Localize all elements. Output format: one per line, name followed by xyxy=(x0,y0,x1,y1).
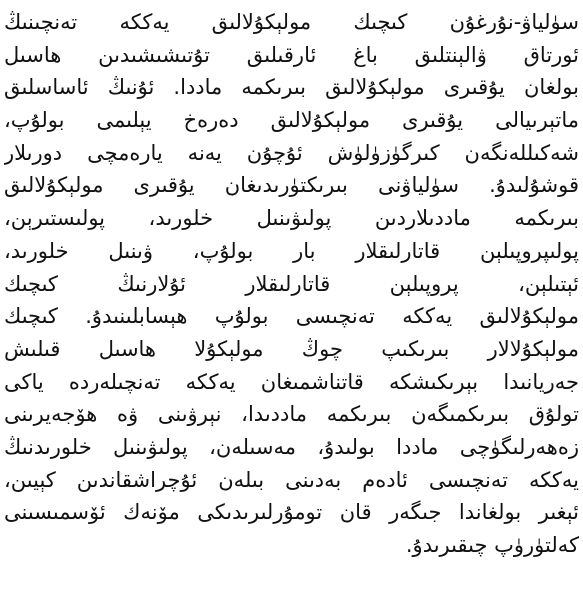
text-line-9: ئېتىلېن، پروپىلېن قاتارلىقلار ئۇلارنىڭ كىچىك xyxy=(4,271,579,296)
text-line-12: جەريانىدا بېرىكىشكە قاتناشمىغان يەككە تەنچىلەردە ياكى xyxy=(4,369,579,394)
text-line-11: مولېكۇلالار بىرىكىپ چوڭ مولېكۇلا ھاسىل قىلىش xyxy=(4,336,579,361)
text-line-15: يەككە تەنچىسى ئادەم بەدىنى بىلەن ئۇچراشقاندىن كېيىن، xyxy=(4,467,579,492)
text-line-1: سۈلياۋ-نۇرغۇن كىچىك مولېكۇلالىق يەككە تەنچىنىڭ xyxy=(4,10,579,34)
text-line-17: كەلتۈرۈپ چىقىرىدۇ. xyxy=(405,533,579,557)
text-line-3: بولغان يۇقىرى مولېكۇلالىق بىرىكمە ماددا. ئۇنىڭ ئاساسلىق xyxy=(4,75,579,100)
text-line-4: ماتېرىيالى يۇقىرى مولېكۇلالىق دەرەخ يېلىمى بولۇپ، xyxy=(4,108,579,133)
text-line-6: قوشۇلىدۇ. سۈلياۋنى بىرىكتۈرىدىغان يۇقىرى مولېكۇلالىق xyxy=(4,173,579,198)
text-line-5: شەكىللەنگەن كىرگۈزۈلۈش ئۇچۇن يەنە يارەمچى دورىلار xyxy=(4,140,579,165)
text-line-13: تولۇق بىرىكمىگەن بىرىكمە ماددىدا، نېرۋىنى ۋە ھۆجەيرىنى xyxy=(4,402,579,427)
text-line-2: ئورتاق ۋالېنتلىق باغ ئارقىلىق تۇتىشىشىدىن ھاسىل xyxy=(4,42,579,67)
text-line-8: پولىپروپىلېن قاتارلىقلار بار بولۇپ، ۋىنىل خلورىد، xyxy=(4,238,579,263)
text-line-14: زەھەرلىگۈچى ماددا بولىدۇ، مەسىلەن، پولىۋىنىل خلورىدنىڭ xyxy=(4,434,579,459)
text-line-16: ئېغىر بولغاندا جىگەر قان تومۇرلىرىدىكى مۆنەك ئۆسمىسىنى xyxy=(4,500,579,525)
text-line-10: مولېكۇلالىق يەككە تەنچىسى بولۇپ ھېسابلىنىدۇ. كىچىك xyxy=(4,304,579,329)
text-line-7: بىرىكمە ماددىلاردىن پولىۋىنىل خلورىد، پولىستىرېن، xyxy=(4,206,579,231)
